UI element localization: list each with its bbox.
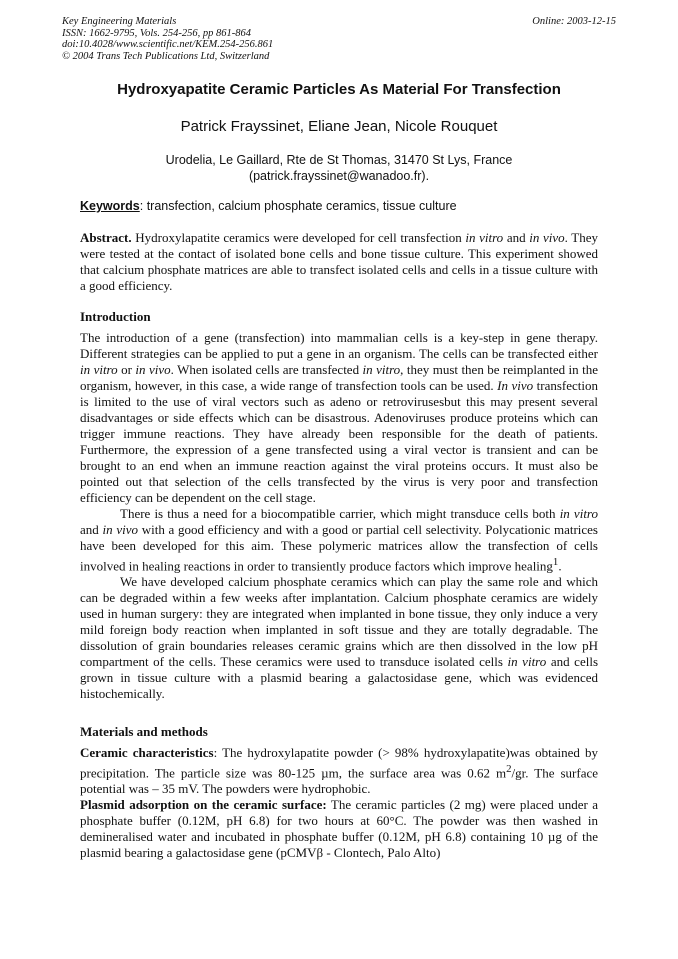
text-run: and cells grown in tissue culture with a plasmid bearing a galactosidase gene, which was evidenced histochemically. [80,654,599,702]
text-run: There is thus a need for a biocompatible carrier, which might transduce cells both [120,506,560,521]
text-run: . When isolated cells are transfected [170,362,363,377]
abstract-italic: in vivo [529,230,565,245]
run-in-heading: Plasmid adsorption on the ceramic surface: [80,797,327,813]
italic-run: in vitro [80,362,118,377]
online-date: Online: 2003-12-15 [532,16,616,27]
citation-ref: 1 [552,556,559,568]
paper-title: Hydroxyapatite Ceramic Particles As Material For Transfection [117,81,561,98]
issn-line: ISSN: 1662-9795, Vols. 254-256, pp 861-864 [62,27,251,39]
text-run: transfection is limited to the use of viral vectors such as adeno or retrovirusesbut this may present several disadvantages or side effects which can be disastrous. Adenoviruses produce proteins which can trigger immune reactions. They have already been responsible for the death of patients. Furthermore, the expression of a gene transfected using a viral vector is transient and can be brought to an end when an immune reaction against the viral proteins occurs. It must also be pointed out that selection of the cells transfected by the virus is very poor and transfection efficiency can be dependent on the cell stage. [80,378,599,505]
text-run: or [117,362,136,377]
abstract [80,230,598,294]
journal-name: Key Engineering Materials [62,16,177,27]
methods-heading: Materials and methods [80,724,208,739]
author-list: Patrick Frayssinet, Eliane Jean, Nicole Rouquet [180,118,498,135]
text-run: We have developed calcium phosphate ceramics which can play the same role and which can be degraded within a few weeks after implantation. Calcium phosphate ceramics are widely used in human surgery: they are integrated when implanted in bone tissue, they only induce a very mild foreign body reaction when implanted in soft tissue and they are totally degradable. The dissolution of grain boundaries releases ceramic grains which are then dissolved in the low pH compartment of the cells. These ceramics were used to transduce isolated cells [80,574,598,670]
abstract-text: . They were tested at the contact of isolated bone cells and bone tissue culture. This experiment showed that calcium phosphate matrices are able to transfect isolated cells and cells in a tissue culture with a good efficiency. [80,230,599,293]
text-run: with a good efficiency and with a good or partial cell selectivity. Polycationic matrices have been developed for this aim. These polymeric matrices allow the transfection of cells involved in healing reactions in order to transiently produce factors which improve healing [80,522,598,574]
doi-line: doi:10.4028/www.scientific.net/KEM.254-256.861 [62,39,274,50]
italic-run: in vivo [135,362,171,377]
methods-body [80,745,598,861]
paragraph [80,745,598,797]
journal-header [62,16,616,62]
abstract-text: Hydroxylapatite ceramics were developed for cell transfection [131,230,466,245]
keywords [80,199,600,213]
italic-run: in vitro [507,654,547,670]
superscript: 2 [506,763,512,775]
affiliation-address: Urodelia, Le Gaillard, Rte de St Thomas, 31470 St Lys, France [165,153,513,167]
text-run: and [80,522,103,537]
italic-run: in vitro [559,506,599,521]
abstract-italic: in vitro [465,230,504,245]
abstract-text: and [503,230,530,245]
text-run: /gr. The surface potential was – 35 mV. The powders were hydrophobic. [80,765,599,797]
introduction-heading: Introduction [80,309,151,324]
run-in-heading: Ceramic characteristics [80,745,214,760]
italic-run: in vivo [102,522,138,537]
keywords-text: : transfection, calcium phosphate ceramics, tissue culture [139,199,457,213]
copyright-line: © 2004 Trans Tech Publications Ltd, Switzerland [62,50,270,62]
text-run: , they must then be reimplanted in the organism, however, in this case, a wide range of transfection tools can be used. [80,362,598,393]
introduction-body [80,330,598,702]
keywords-label: Keywords [80,199,140,213]
paragraph [80,574,598,702]
text-run: : The hydroxylapatite powder (> 98% hydroxylapatite)was obtained by precipitation. The particle size was 80-125 µm, the surface area was 0.62 m [80,745,598,781]
paragraph [80,506,598,574]
italic-run: in vitro [362,362,401,377]
paragraph [80,330,598,506]
affiliation [62,153,616,184]
text-run: The ceramic particles (2 mg) were placed under a phosphate buffer (0.12M, pH 6.8) for two hours at 60°C. The powder was then washed in demineralised water and incubated in phosphate buffer (0.12M, pH 6.8) containing 10 µg of the plasmid bearing a galactosidase gene (pCMVβ - Clontech, Palo Alto) [80,797,598,861]
author-email: (patrick.frayssinet@wanadoo.fr). [248,168,430,183]
text-run: The introduction of a gene (transfection) into mammalian cells is a key-step in gene therapy. Different strategies can be applied to put a gene in an organism. The cells can be transfected either [80,330,598,361]
paragraph [80,797,598,861]
text-run: . [558,558,562,574]
abstract-label: Abstract. [80,230,132,245]
italic-run: In vivo [497,378,534,393]
